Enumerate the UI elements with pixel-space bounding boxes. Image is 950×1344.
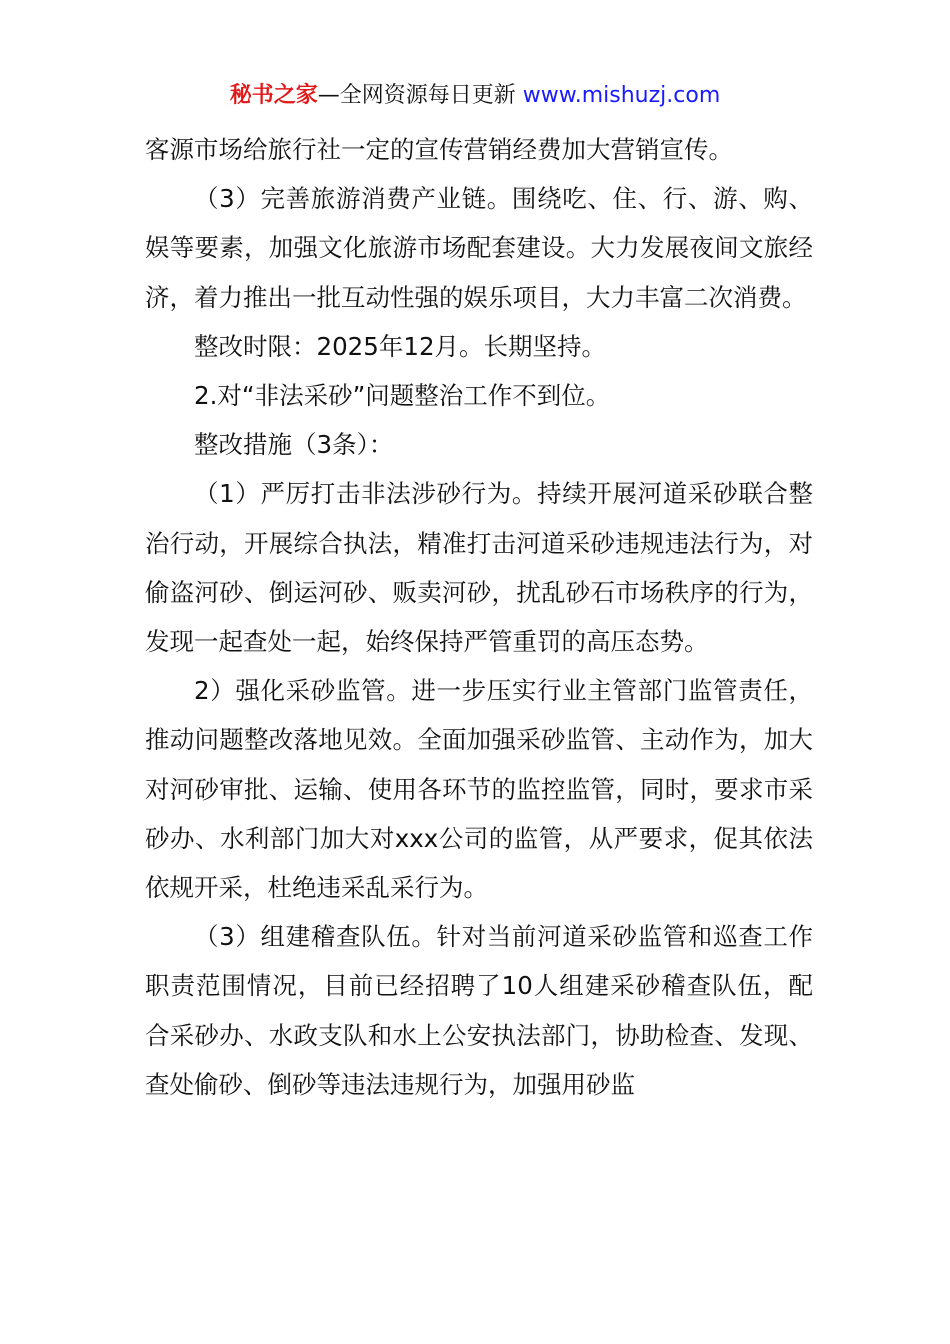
paragraph-deadline: 整改时限：2025年12月。长期坚持。 [194,331,607,361]
paragraph-measure-1: （1）严厉打击非法涉砂行为。持续开展河道采砂联合整治行动，开展综合执法，精准打击河道采砂违规违法行为，对偷盗河砂、倒运河砂、贩卖河砂，扰乱砂石市场秩序的行为，发现一起查处一起，始终保持严管重罚的高压态势。 [145,479,813,657]
site-url-link[interactable]: www.mishuzj.com [522,83,721,108]
paragraph-issue-heading: 2.对“非法采砂”问题整治工作不到位。 [194,381,611,411]
paragraph-measure-3: （3）组建稽查队伍。针对当前河道采砂监管和巡查工作职责范围情况，目前已经招聘了10人组建采砂稽查队伍，配合采砂办、水政支队和水上公安执法部门，协助检查、发现、查处偷砂、倒砂等违法违规行为，加强用砂监 [145,922,813,1099]
paragraph-continuation: 客源市场给旅行社一定的宣传营销经费加大营销宣传。 [145,135,733,164]
paragraph-measures-heading: 整改措施（3条）： [194,430,394,460]
document-body [145,125,813,1109]
brand-name: 秘书之家 [229,83,318,108]
page-header [0,80,950,112]
paragraph-tourism-chain: （3）完善旅游消费产业链。围绕吃、住、行、游、购、娱等要素，加强文化旅游市场配套建设。大力发展夜间文旅经济，着力推出一批互动性强的娱乐项目，大力丰富二次消费。 [145,184,813,312]
header-tagline: —全网资源每日更新 [317,83,523,108]
paragraph-measure-2: 2）强化采砂监管。进一步压实行业主管部门监管责任，推动问题整改落地见效。全面加强采砂监管、主动作为，加大对河砂审批、运输、使用各环节的监控监管，同时，要求市采砂办、水利部门加大对xxx公司的监管，从严要求，促其依法依规开采，杜绝违采乱采行为。 [145,676,813,903]
